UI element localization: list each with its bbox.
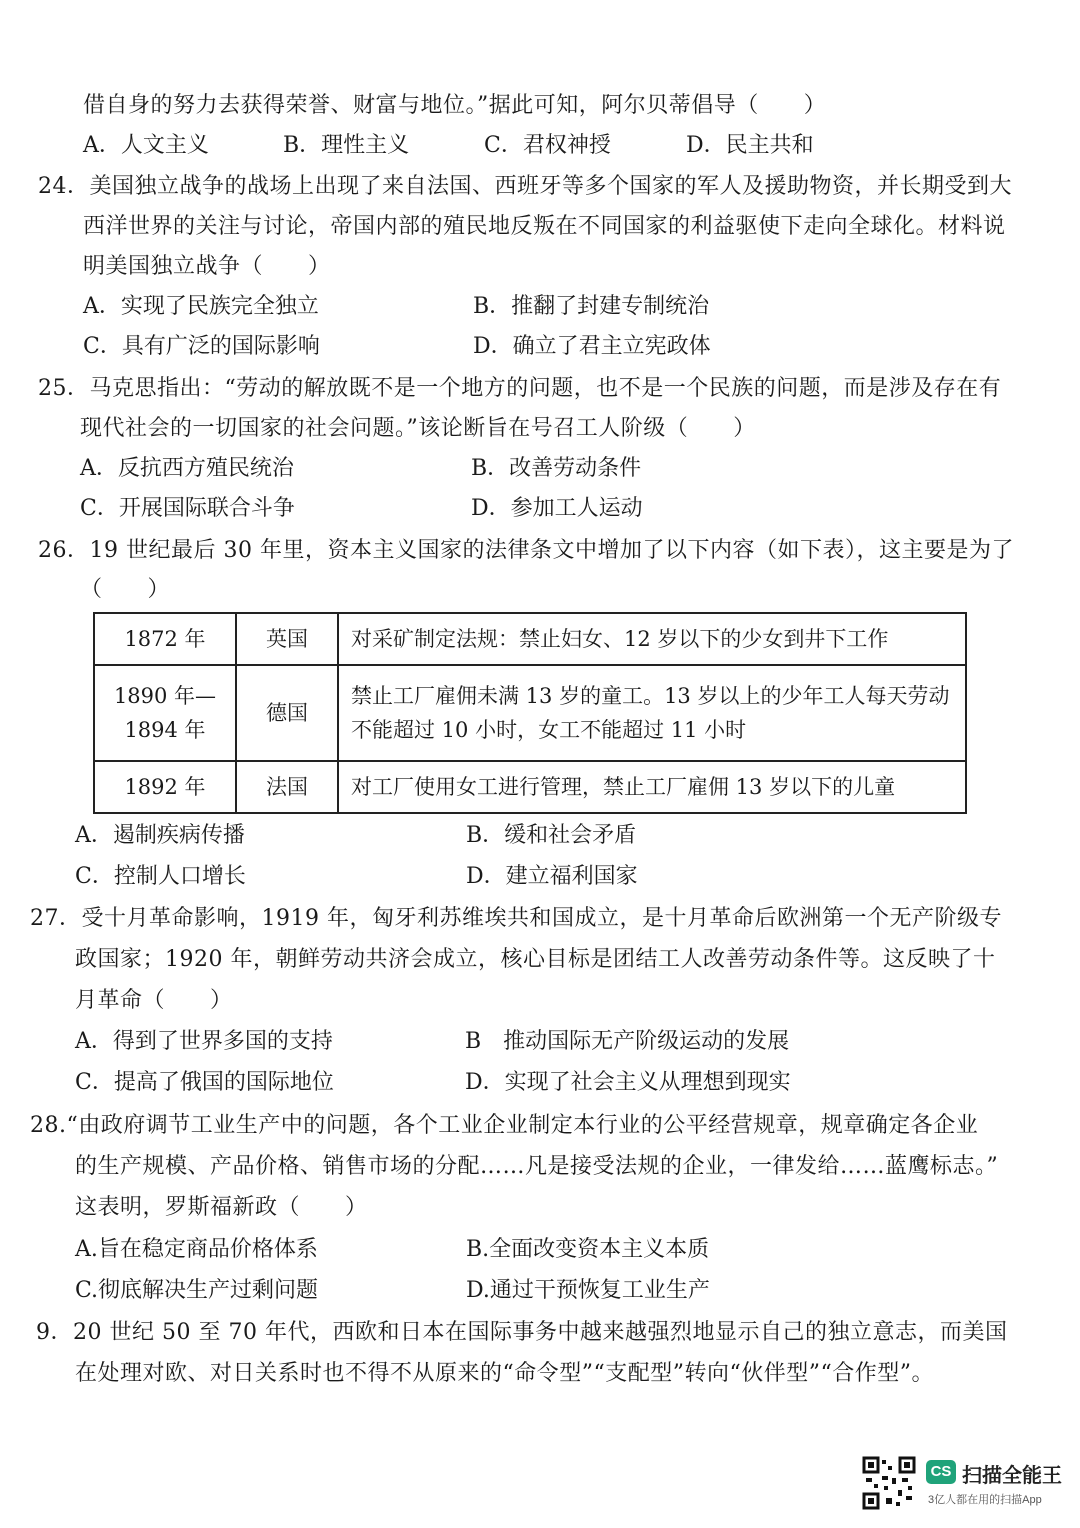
q27-option-a: A．得到了世界多国的支持 [75, 1029, 333, 1054]
table-cell-year: 1872 年 [94, 613, 236, 665]
q26-text-line-2: （ ） [80, 577, 171, 602]
q28-text-line-3: 这表明，罗斯福新政（ ） [75, 1195, 368, 1220]
q24-option-d: D．确立了君主立宪政体 [473, 334, 711, 359]
q26-text-line-1: 26．19 世纪最后 30 年里，资本主义国家的法律条文中增加了以下内容（如下表），这主要是为了 [38, 538, 1014, 563]
q24-text-line-3: 明美国独立战争（ ） [83, 254, 331, 279]
q27-text-line-2: 政国家；1920 年，朝鲜劳动共济会成立，核心目标是团结工人改善劳动条件等。这反映了十 [75, 947, 996, 972]
q23-option-c: C．君权神授 [484, 133, 611, 158]
q25-option-c: C．开展国际联合斗争 [80, 496, 295, 521]
table-cell-content: 禁止工厂雇佣未满 13 岁的童工。13 岁以上的少年工人每天劳动不能超过 10 小时，女工不能超过 11 小时 [338, 665, 966, 761]
app-name: 扫描全能王 [962, 1465, 1062, 1487]
app-tagline: 3亿人都在用的扫描App [928, 1494, 1042, 1506]
q25-text-line-1: 25．马克思指出：“劳动的解放既不是一个地方的问题，也不是一个民族的问题，而是涉及存在有 [38, 376, 1002, 401]
q28-option-c: C.彻底解决生产过剩问题 [75, 1278, 319, 1303]
q24-option-b: B．推翻了封建专制统治 [473, 294, 710, 319]
q27-option-b: B 推动国际无产阶级运动的发展 [465, 1029, 790, 1054]
q26-option-a: A．遏制疾病传播 [75, 823, 245, 848]
camscanner-logo: CS [926, 1460, 956, 1484]
q23-option-d: D．民主共和 [686, 133, 814, 158]
q28-text-line-1: 28.“由政府调节工业生产中的问题，各个工业企业制定本行业的公平经营规章，规章确定各企业 [30, 1113, 979, 1138]
q27-text-line-1: 27．受十月革命影响，1919 年，匈牙利苏维埃共和国成立，是十月革命后欧洲第一个无产阶级专 [30, 906, 1002, 931]
qr-code-icon [862, 1456, 916, 1510]
labor-law-table [93, 612, 967, 814]
q28-option-d: D.通过干预恢复工业生产 [466, 1278, 710, 1303]
q26-option-b: B．缓和社会矛盾 [466, 823, 637, 848]
table-row [94, 613, 966, 665]
table-cell-year: 1892 年 [94, 761, 236, 813]
q24-option-a: A．实现了民族完全独立 [83, 294, 319, 319]
q23-text: 借自身的努力去获得荣誉、财富与地位。”据此可知，阿尔贝蒂倡导（ ） [83, 93, 827, 118]
q25-text-line-2: 现代社会的一切国家的社会问题。”该论断旨在号召工人阶级（ ） [80, 416, 756, 441]
q24-option-c: C．具有广泛的国际影响 [83, 334, 320, 359]
q27-option-c: C．提高了俄国的国际地位 [75, 1070, 334, 1095]
q23-option-b: B．理性主义 [283, 133, 410, 158]
table-cell-country: 英国 [236, 613, 338, 665]
q23-option-a: A．人文主义 [83, 133, 209, 158]
table-cell-country: 德国 [236, 665, 338, 761]
q27-option-d: D．实现了社会主义从理想到现实 [465, 1070, 791, 1095]
q25-option-a: A．反抗西方殖民统治 [80, 456, 294, 481]
q26-option-c: C．控制人口增长 [75, 864, 246, 889]
table-cell-content: 对采矿制定法规：禁止妇女、12 岁以下的少女到井下工作 [338, 613, 966, 665]
table-row [94, 665, 966, 761]
q29-text-line-2: 在处理对欧、对日关系时也不得不从原来的“命令型”“支配型”转向“伙伴型”“合作型”。 [75, 1361, 934, 1386]
q25-option-b: B．改善劳动条件 [471, 456, 642, 481]
table-cell-content: 对工厂使用女工进行管理，禁止工厂雇佣 13 岁以下的儿童 [338, 761, 966, 813]
q29-text-line-1: 9．20 世纪 50 至 70 年代，西欧和日本在国际事务中越来越强烈地显示自己的独立意志，而美国 [36, 1320, 1008, 1345]
q24-text-line-2: 西洋世界的关注与讨论，帝国内部的殖民地反叛在不同国家的利益驱使下走向全球化。材料说 [83, 214, 1006, 239]
q28-option-a: A.旨在稳定商品价格体系 [75, 1237, 318, 1262]
q25-option-d: D．参加工人运动 [471, 496, 643, 521]
q28-text-line-2: 的生产规模、产品价格、销售市场的分配……凡是接受法规的企业，一律发给……蓝鹰标志。” [75, 1154, 999, 1179]
table-cell-year: 1890 年—1894 年 [94, 665, 236, 761]
q24-text-line-1: 24．美国独立战争的战场上出现了来自法国、西班牙等多个国家的军人及援助物资，并长期受到大 [38, 174, 1012, 199]
table-cell-country: 法国 [236, 761, 338, 813]
q27-text-line-3: 月革命（ ） [75, 988, 233, 1013]
q28-option-b: B.全面改变资本主义本质 [466, 1237, 710, 1262]
q26-option-d: D．建立福利国家 [466, 864, 638, 889]
table-row [94, 761, 966, 813]
